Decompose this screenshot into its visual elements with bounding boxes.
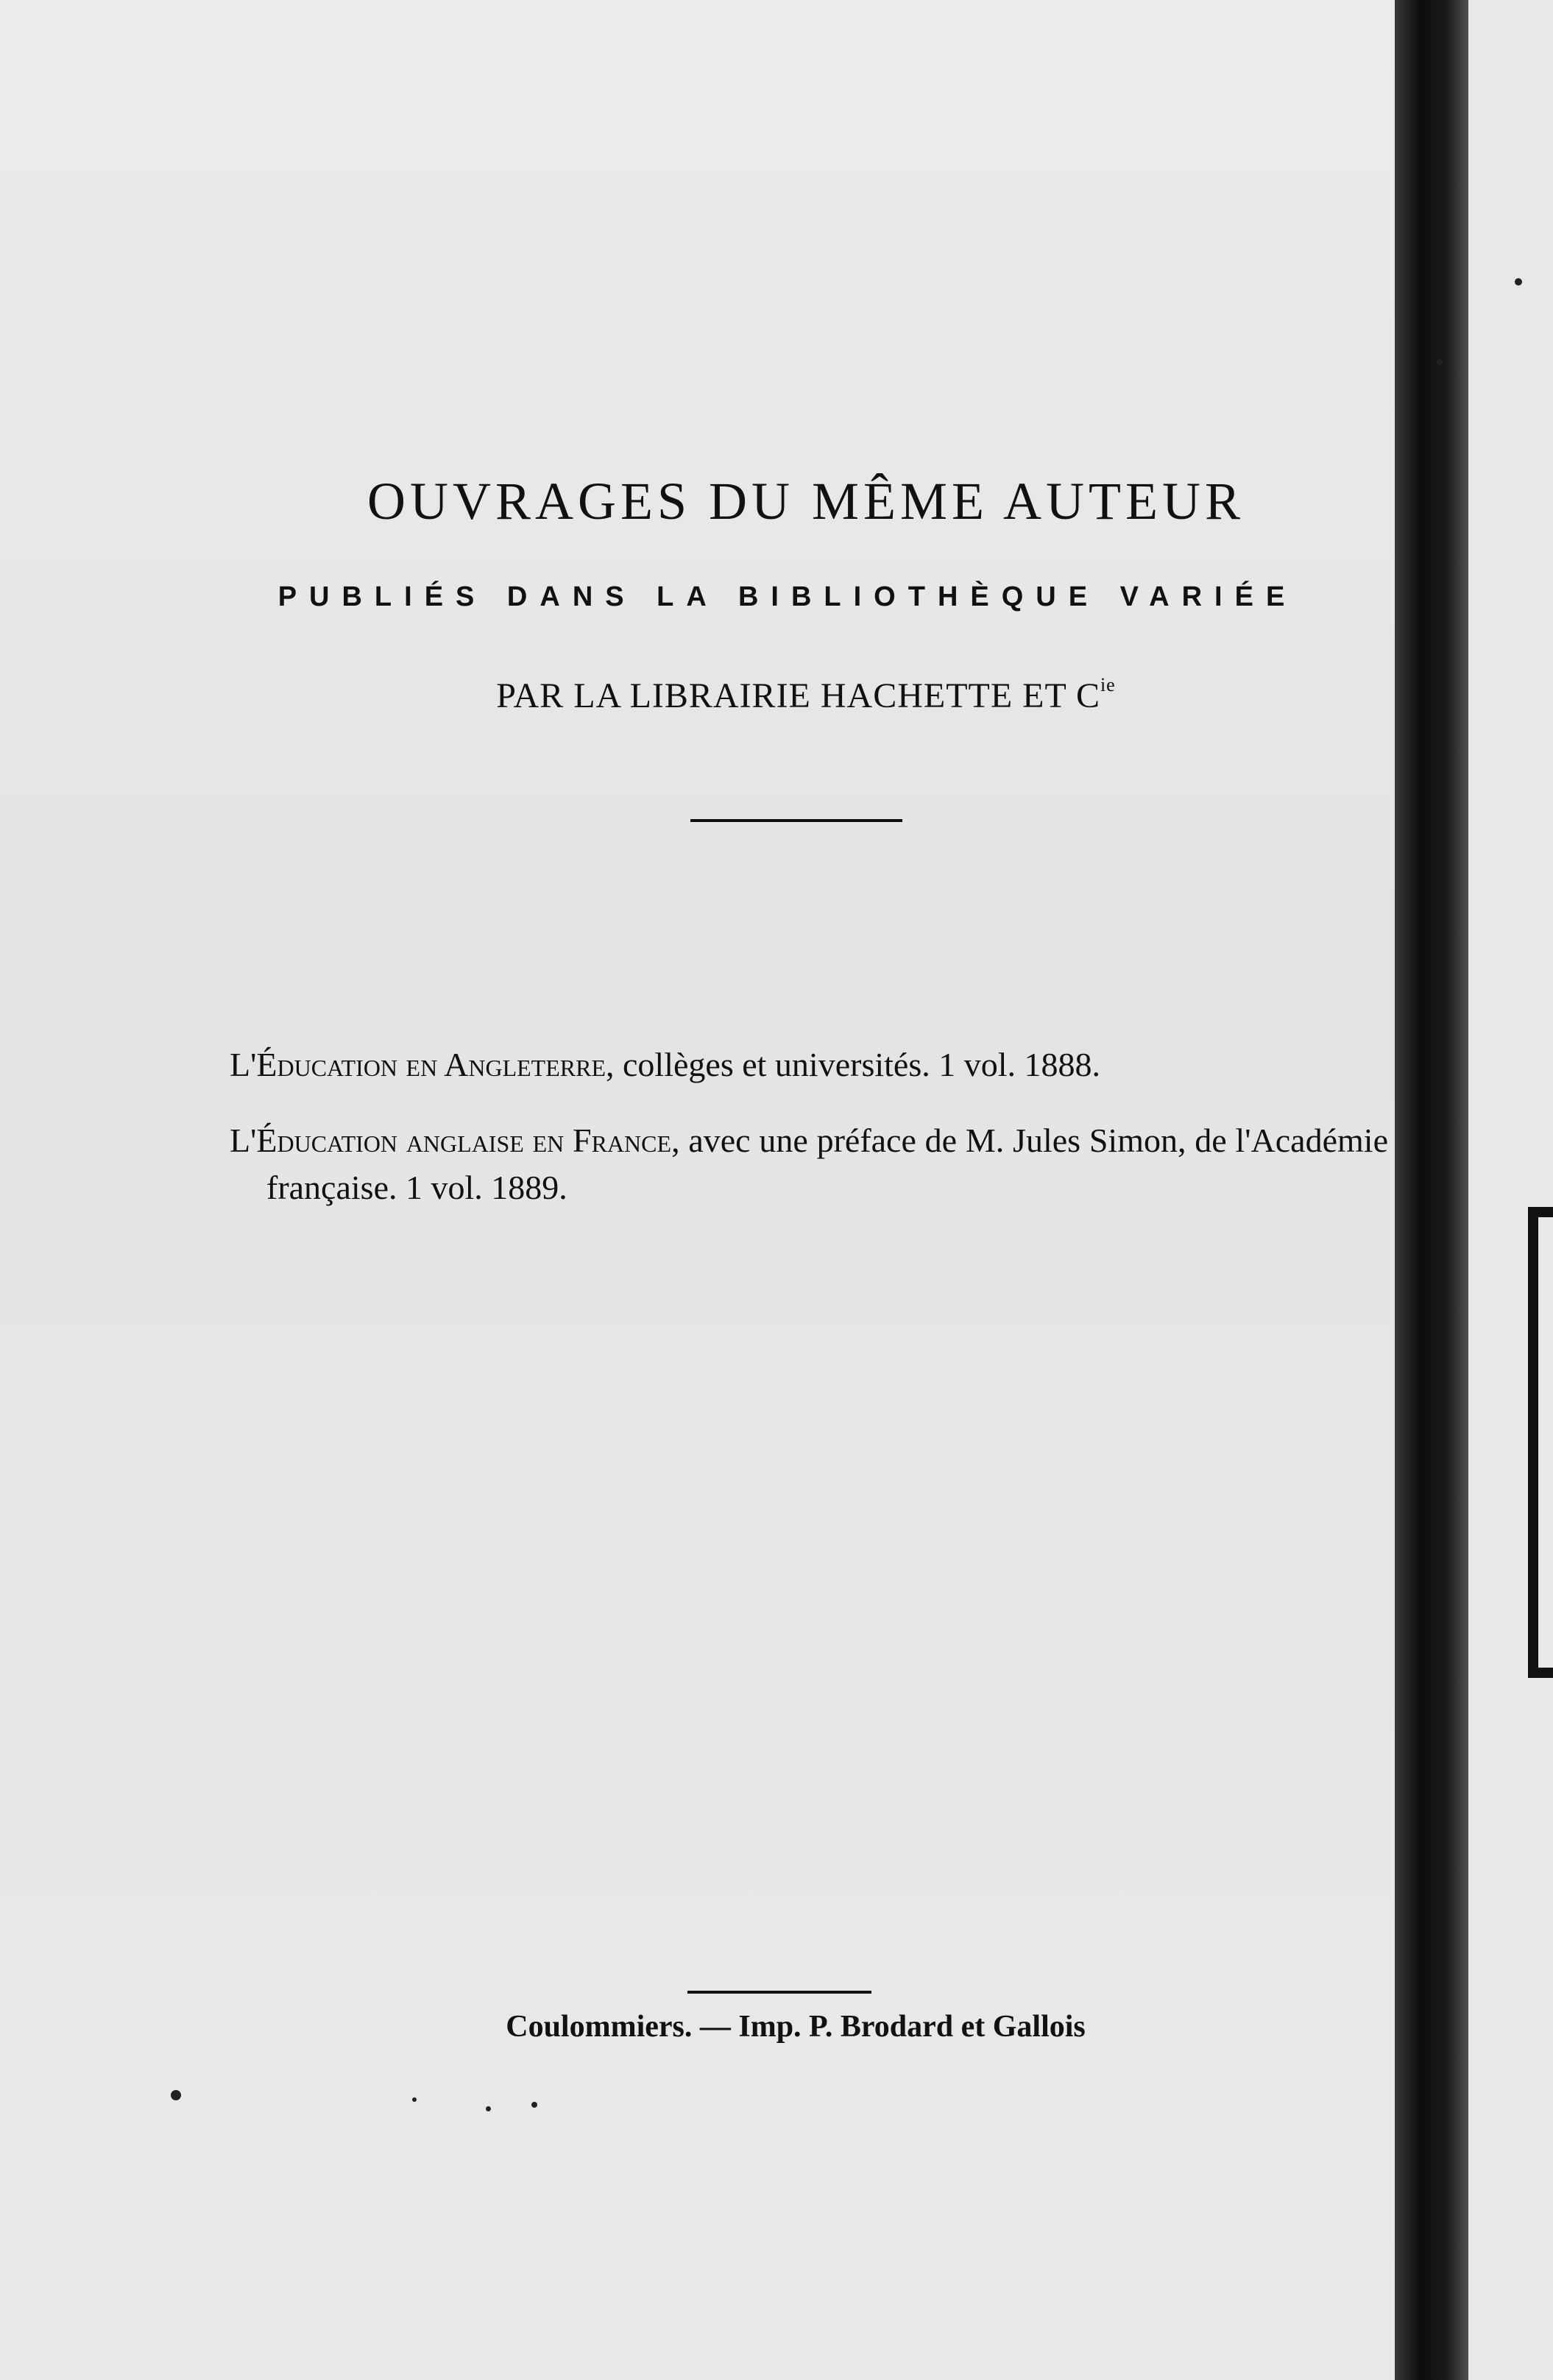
entry-details: , collèges et universités. 1 vol. 1888. [606,1046,1101,1083]
publisher-name: PAR LA LIBRAIRIE HACHETTE ET C [496,676,1100,715]
divider-rule-bottom [687,1991,871,1994]
ink-speck [531,2102,537,2108]
ink-speck [486,2106,491,2111]
ink-speck [1437,359,1443,365]
publisher-line [29,674,1553,716]
entry-details: , avec une préface de M. Jules Simon, de l'Académie française. 1 vol. 1889. [266,1122,1388,1206]
publisher-superscript: ie [1100,674,1116,695]
page-subheading: PUBLIÉS DANS LA BIBLIOTHÈQUE VARIÉE [277,581,1298,612]
bibliography-entry [230,1117,1388,1211]
printer-imprint: Coulommiers. — Imp. P. Brodard et Gallois [506,2010,1086,2044]
ink-speck [1515,278,1522,286]
entry-title: L'Éducation anglaise en France [230,1122,672,1159]
ink-speck [171,2090,181,2100]
divider-rule-top [690,819,902,822]
page-heading: OUVRAGES DU MÊME AUTEUR [367,472,1245,531]
ink-speck [412,2097,417,2102]
bibliography-entry [230,1041,1351,1088]
entry-title: L'Éducation en Angleterre [230,1046,606,1083]
page-clip-bracket [1528,1207,1553,1678]
